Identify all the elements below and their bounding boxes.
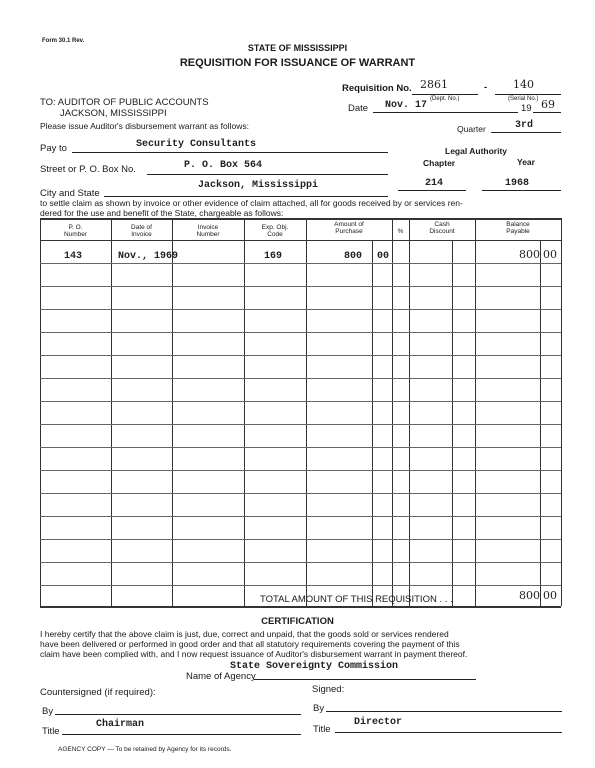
table-rule (40, 493, 561, 494)
table-rule (40, 539, 561, 540)
left-by-line (55, 714, 301, 715)
table-rule (40, 562, 561, 563)
col-header-balance: Balance Payable (506, 221, 530, 235)
countersigned-label: Countersigned (if required): (40, 687, 156, 698)
date-value: Nov. 17 (385, 100, 428, 111)
chapter-label: Chapter (423, 158, 456, 168)
table-rule (40, 309, 561, 310)
total-dollars: 800 (519, 589, 540, 602)
serial-no-caption: (Serial No.) (508, 96, 539, 102)
quarter-line (491, 132, 561, 133)
right-title-value: Director (354, 717, 403, 728)
table-rule (40, 263, 561, 264)
form-id: Form 30.1 Rev. (42, 38, 85, 44)
table-rule (40, 516, 561, 517)
legal-authority-label: Legal Authority (445, 146, 508, 156)
table-rule (40, 378, 561, 379)
certification-title: CERTIFICATION (261, 616, 334, 627)
table-rule (40, 447, 561, 448)
left-by-label: By (42, 706, 54, 717)
addressee-line1: TO: AUDITOR OF PUBLIC ACCOUNTS (40, 97, 209, 108)
quarter-label: Quarter (457, 124, 486, 134)
year-value: 69 (541, 98, 555, 111)
cell-amount-dollars: 800 (344, 251, 363, 262)
city-line (104, 196, 388, 197)
state-heading: STATE OF MISSISSIPPI (247, 43, 348, 53)
certification-line2: have been delivered or performed in good order and that all statutory requirements covering the payment of this (40, 639, 460, 649)
table-rule (40, 286, 561, 287)
table-rule (40, 355, 561, 356)
street-value: P. O. Box 564 (184, 160, 263, 171)
cell-balance-cents: 00 (543, 248, 557, 261)
year-auth-value: 1968 (505, 178, 530, 189)
col-header-amount: Amount of Purchase (334, 221, 364, 235)
year-prefix: 19 (521, 103, 532, 114)
right-by-line (326, 711, 562, 712)
right-by-label: By (313, 703, 325, 714)
col-header-invoice: Invoice Number (196, 224, 220, 238)
dept-no-line (412, 94, 478, 95)
instruction: Please issue Auditor's disbursement warrant as follows: (40, 121, 250, 131)
cell-po: 143 (64, 251, 83, 262)
chapter-line (398, 190, 466, 191)
agency-label: Name of Agency (186, 671, 256, 682)
footer-note: AGENCY COPY — To be retained by Agency for its records. (58, 746, 232, 753)
settle-text-line1: to settle claim as shown by invoice or other evidence of claim attached, all for goods received by or services ren- (40, 198, 463, 208)
col-header-cash: Cash Discount (429, 221, 455, 235)
requisition-label: Requisition No. (342, 83, 412, 94)
settle-text-line2: dered for the use and benefit of the State, chargeable as follows: (40, 208, 284, 218)
serial-no-line (495, 94, 561, 95)
left-title-value: Chairman (96, 719, 145, 730)
right-title-line (335, 732, 562, 733)
certification-line3: claim have been complied with, and I now request issuance of Auditor's disbursement warrant in payment thereof. (40, 649, 468, 659)
date-label: Date (348, 103, 369, 114)
city-label: City and State (40, 188, 100, 199)
total-cents: 00 (543, 589, 557, 602)
col-header-date: Date of Invoice (131, 224, 152, 238)
dept-no-caption: (Dept. No.) (430, 96, 460, 102)
street-line (147, 174, 388, 175)
chapter-value: 214 (425, 178, 444, 189)
street-label: Street or P. O. Box No. (40, 164, 136, 175)
left-title-label: Title (42, 726, 60, 737)
cell-expobj: 169 (264, 251, 283, 262)
right-title-label: Title (313, 724, 331, 735)
requisition-dash: - (484, 82, 488, 93)
total-label: TOTAL AMOUNT OF THIS REQUISITION . . . (260, 594, 453, 605)
cell-date: Nov., 1969 (118, 251, 179, 262)
signed-label: Signed: (312, 684, 345, 695)
form-title: REQUISITION FOR ISSUANCE OF WARRANT (179, 57, 416, 69)
table-rule (40, 332, 561, 333)
table-rule (40, 470, 561, 471)
year-auth-line (482, 190, 561, 191)
table-rule (40, 401, 561, 402)
year-line (533, 112, 561, 113)
dept-no-value: 2861 (420, 78, 448, 91)
year-label: Year (517, 157, 535, 167)
cell-balance-dollars: 800 (519, 248, 540, 261)
agency-line (254, 679, 476, 680)
table-rule (40, 585, 561, 586)
col-header-pct: % (397, 228, 404, 235)
col-header-po: P. O. Number (63, 224, 88, 238)
left-title-line (62, 734, 301, 735)
pay-to-label: Pay to (40, 143, 67, 154)
city-value: Jackson, Mississippi (198, 180, 319, 191)
serial-no-value: 140 (513, 78, 534, 91)
certification-line1: I hereby certify that the above claim is just, due, correct and unpaid, that the goods sold or services rendered (40, 629, 449, 639)
addressee-line2: JACKSON, MISSISSIPPI (60, 108, 167, 119)
pay-to-value: Security Consultants (136, 139, 257, 150)
table-rule (40, 424, 561, 425)
quarter-value: 3rd (515, 120, 534, 131)
cell-amount-cents: 00 (377, 251, 390, 262)
date-line (373, 112, 518, 113)
agency-value: State Sovereignty Commission (230, 661, 399, 672)
pay-to-line (72, 152, 388, 153)
col-header-expobj: Exp. Obj. Code (261, 224, 289, 238)
